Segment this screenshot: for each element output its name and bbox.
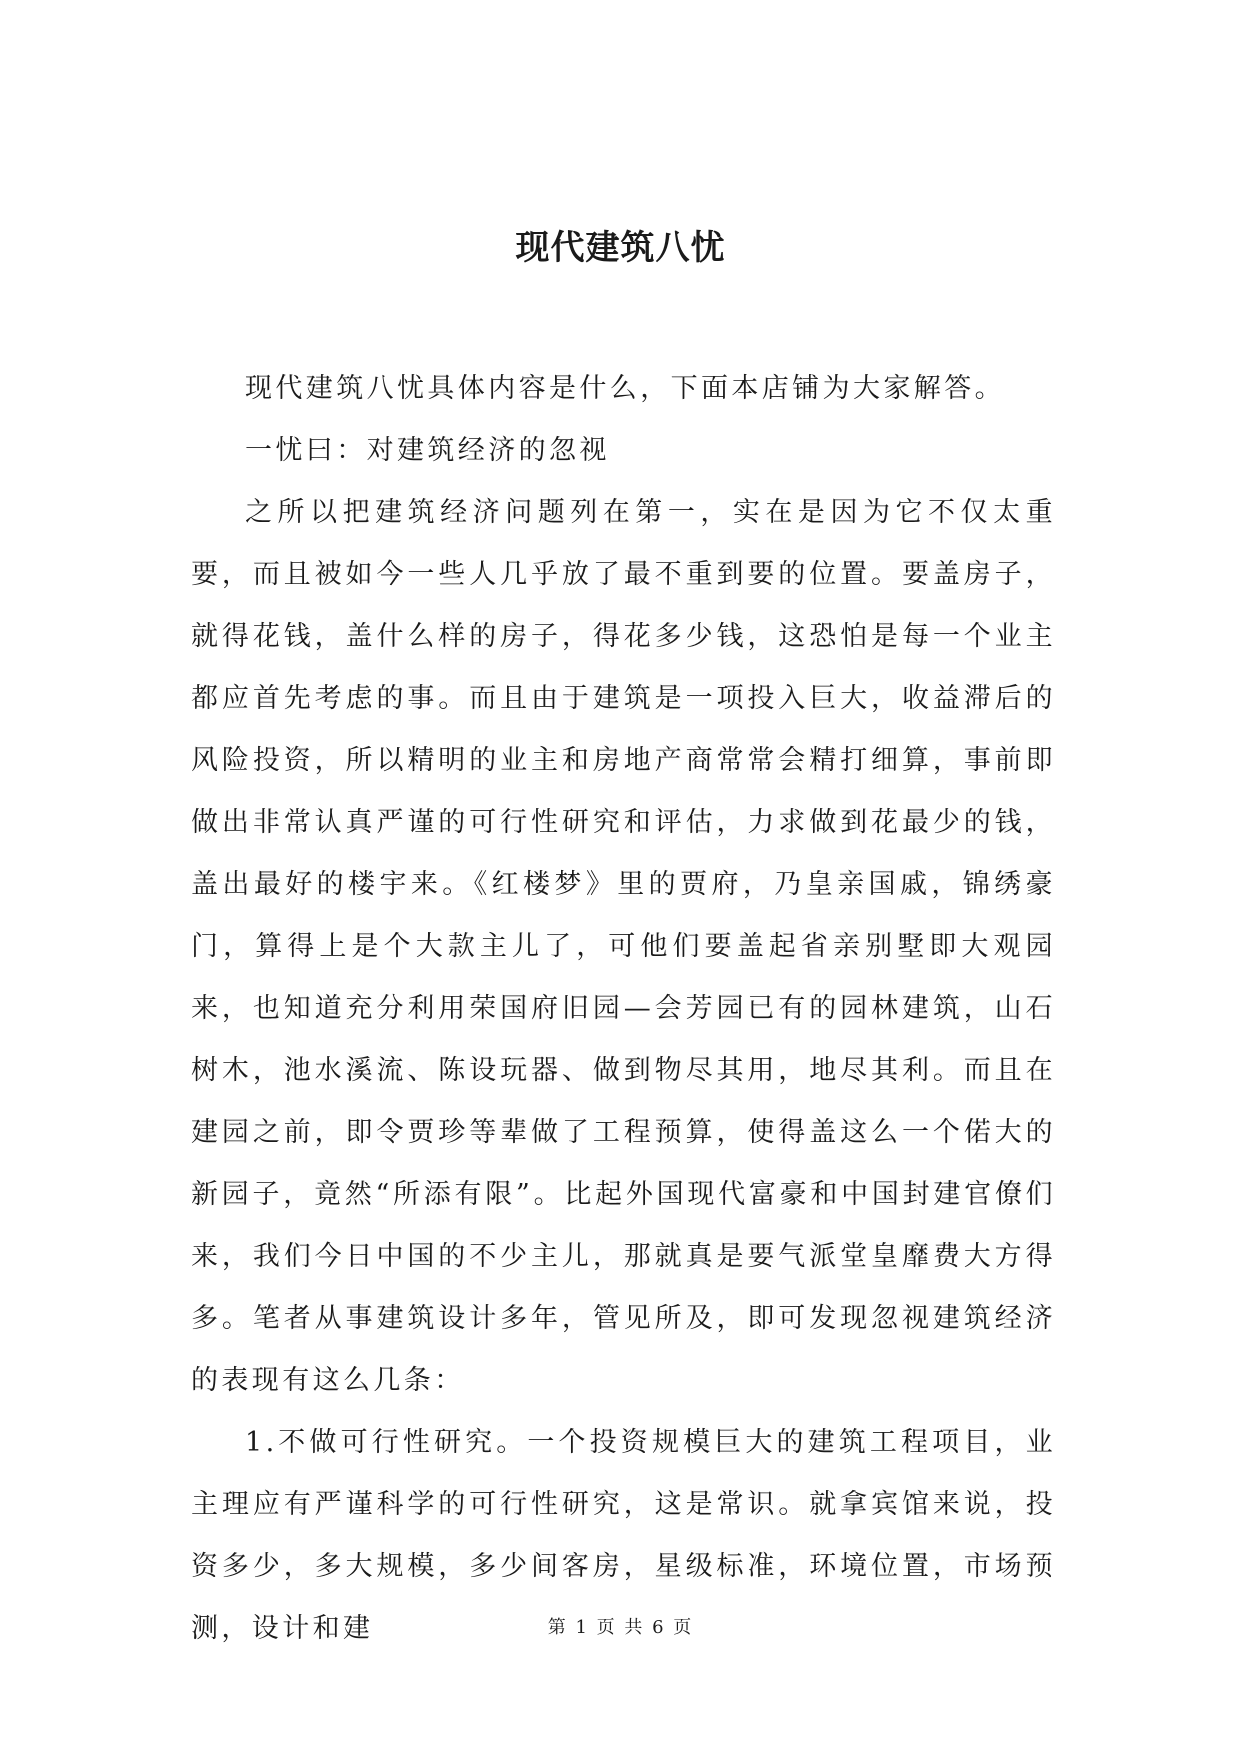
- document-body: [191, 358, 1056, 1660]
- paragraph-point-1: 1.不做可行性研究。一个投资规模巨大的建筑工程项目，业主理应有严谨科学的可行性研究，这是常识。就拿宾馆来说，投资多少，多大规模，多少间客房，星级标准，环境位置，市场预测，设计和建: [191, 1427, 1056, 1644]
- paragraph-intro: 现代建筑八忧具体内容是什么，下面本店铺为大家解答。: [245, 373, 1005, 404]
- page-number-footer: 第 1 页 共 6 页: [547, 1617, 694, 1638]
- document-title: 现代建筑八忧: [515, 228, 726, 268]
- paragraph-heading-first-worry: 一忧曰：对建筑经济的忽视: [245, 435, 610, 466]
- paragraph-economy: 之所以把建筑经济问题列在第一，实在是因为它不仅太重要，而且被如今一些人几乎放了最不重到要的位置。要盖房子，就得花钱，盖什么样的房子，得花多少钱，这恐怕是每一个业主都应首先考虑的事。而且由于建筑是一项投入巨大，收益滞后的风险投资，所以精明的业主和房地产商常常会精打细算，事前即做出非常认真严谨的可行性研究和评估，力求做到花最少的钱，盖出最好的楼宇来。《红楼梦》里的贾府，乃皇亲国戚，锦绣豪门，算得上是个大款主儿了，可他们要盖起省亲别墅即大观园来，也知道充分利用荣国府旧园—会芳园已有的园林建筑，山石树木，池水溪流、陈设玩器、做到物尽其用，地尽其利。而且在建园之前，即令贾珍等辈做了工程预算，使得盖这么一个偌大的新园子，竟然“所添有限”。比起外国现代富豪和中国封建官僚们来，我们今日中国的不少主儿，那就真是要气派堂皇靡费大方得多。笔者从事建筑设计多年，管见所及，即可发现忽视建筑经济的表现有这么几条：: [191, 497, 1056, 1396]
